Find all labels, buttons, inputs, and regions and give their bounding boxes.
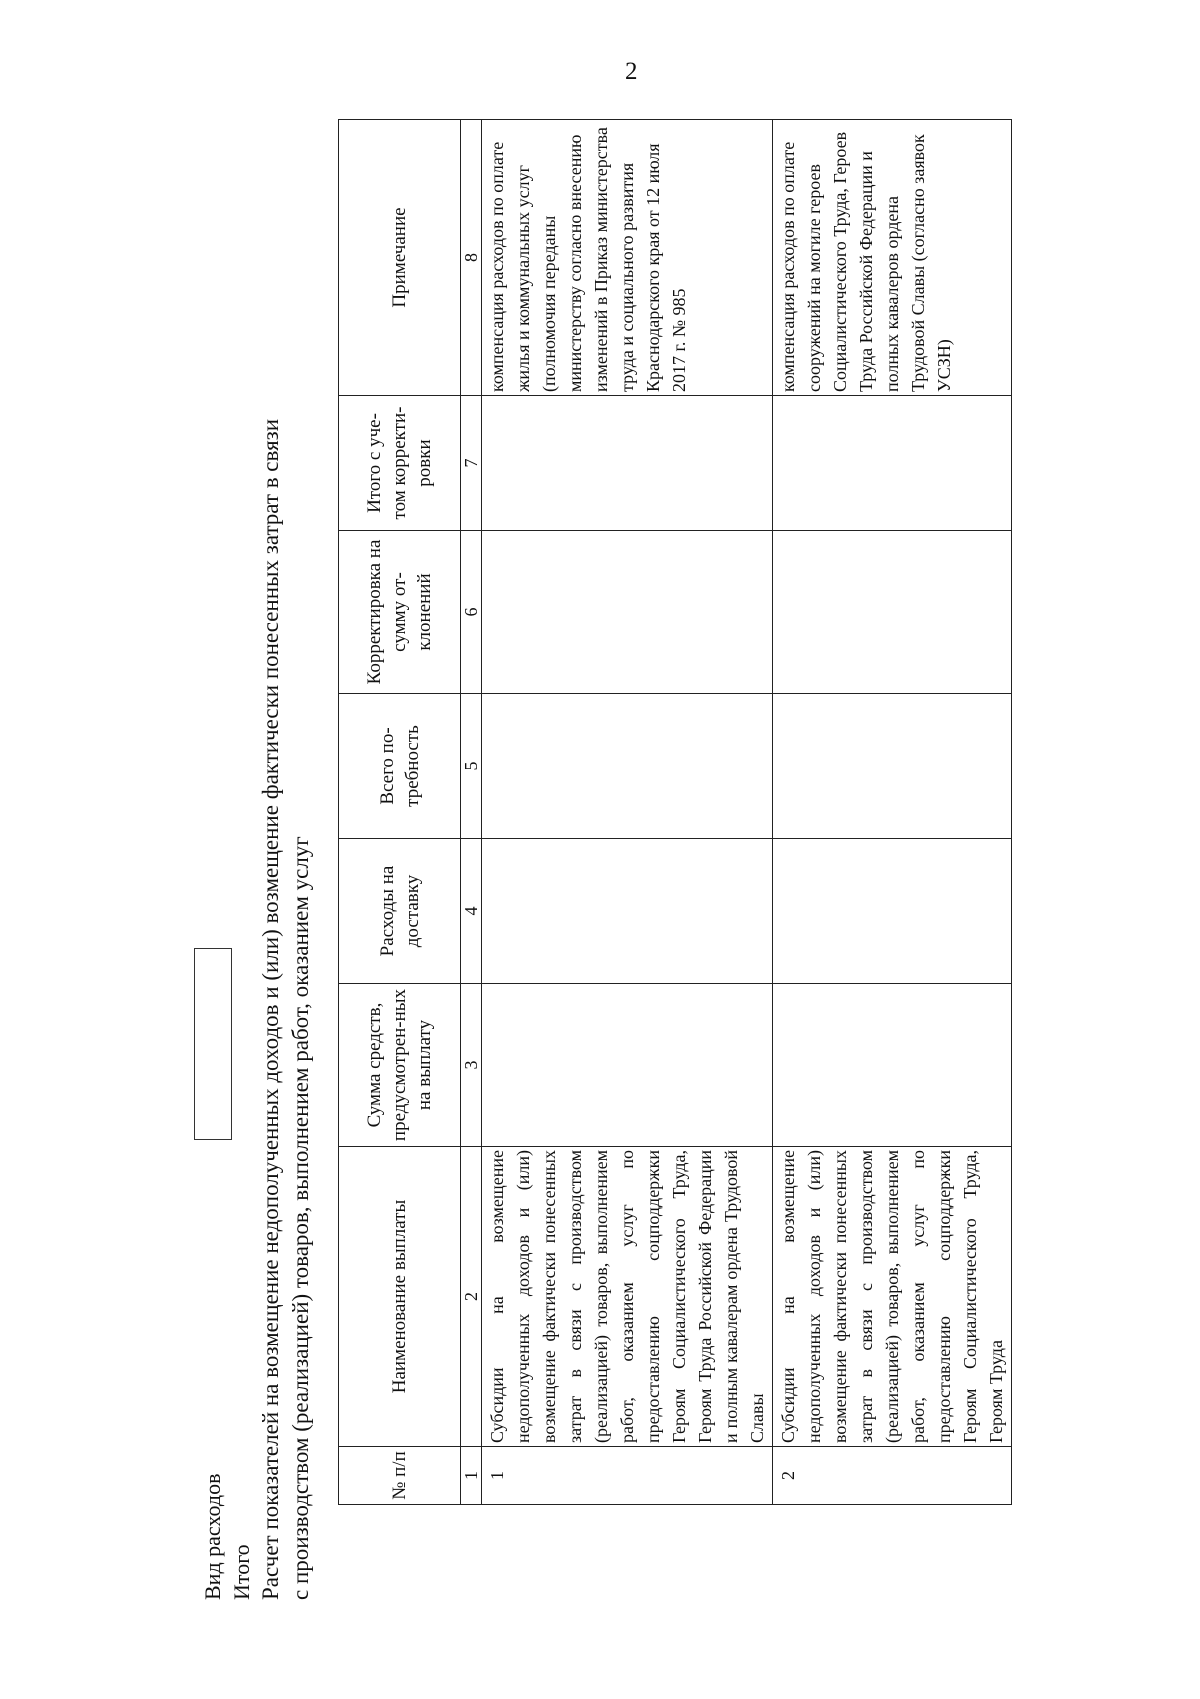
column-number: 8 [461,120,482,396]
payment-name: Субсидии на возмещение недополученных доходов и (или) возмещение фактически понесенных затрат в связи с производством (реализацией) товаров, выполнением работ, оказанием услуг по предоставлению соцподдержки Героям Социалистического Труда, Героям Труда Российской Федерации и полным кавалерам ордена Трудовой Славы [482,1147,773,1447]
amount-cell [773,984,1012,1147]
column-number: 1 [461,1447,482,1505]
correction-cell [773,531,1012,694]
page-number: 2 [625,58,638,85]
total-need-cell [773,694,1012,839]
column-header: Наименование выплаты [339,1147,461,1447]
document-title-line-2: с производством (реализацией) товаров, выполнением работ, оказанием услуг [288,836,313,1600]
column-header: Расходы на доставку [339,839,461,984]
table-header-row [339,120,461,1505]
total-label: Итого [229,1544,254,1600]
note-cell: компенсация расходов по оплате жилья и коммунальных услуг (полномочия переданы министерству согласно внесению изменений в Приказ министерства труда и социального развития Краснодарского края от 12 июля 2017 г. № 985 [482,120,773,396]
delivery-cell [773,839,1012,984]
column-number: 5 [461,694,482,839]
rotated-landscape-page [200,100,1050,1600]
column-number: 3 [461,984,482,1147]
column-header: Всего по-требность [339,694,461,839]
total-need-cell [482,694,773,839]
note-cell: компенсация расходов по оплате сооружений на могиле героев Социалистического Труда, Героев Труда Российской Федерации и полных кавалеров ордена Трудовой Славы (согласно заявок УСЗН) [773,120,1012,396]
column-number: 7 [461,396,482,531]
column-header: Сумма средств, предусмотрен-ных на выплату [339,984,461,1147]
column-number: 6 [461,531,482,694]
column-number: 4 [461,839,482,984]
amount-cell [482,984,773,1147]
column-header: Корректировка на сумму от-клонений [339,531,461,694]
expense-type-label: Вид расходов [200,1473,225,1600]
document-title-line-1: Расчет показателей на возмещение недополученных доходов и (или) возмещение фактически понесенных затрат в связи [258,418,283,1600]
column-header: Примечание [339,120,461,396]
column-header: Итого с уче-том корректи-ровки [339,396,461,531]
column-number: 2 [461,1147,482,1447]
calculation-table [338,119,1012,1505]
column-number-row [461,120,482,1505]
empty-field-box [194,948,232,1140]
delivery-cell [482,839,773,984]
table-row [773,120,1012,1505]
table-row [482,120,773,1505]
column-header: № п/п [339,1447,461,1505]
row-number: 1 [482,1447,773,1505]
total-corrected-cell [773,396,1012,531]
row-number: 2 [773,1447,1012,1505]
total-corrected-cell [482,396,773,531]
correction-cell [482,531,773,694]
payment-name: Субсидии на возмещение недополученных доходов и (или) возмещение фактически понесенных затрат в связи с производством (реализацией) товаров, выполнением работ, оказанием услуг по предоставлению соцподдержки Героям Социалистического Труда, Героям Труда [773,1147,1012,1447]
